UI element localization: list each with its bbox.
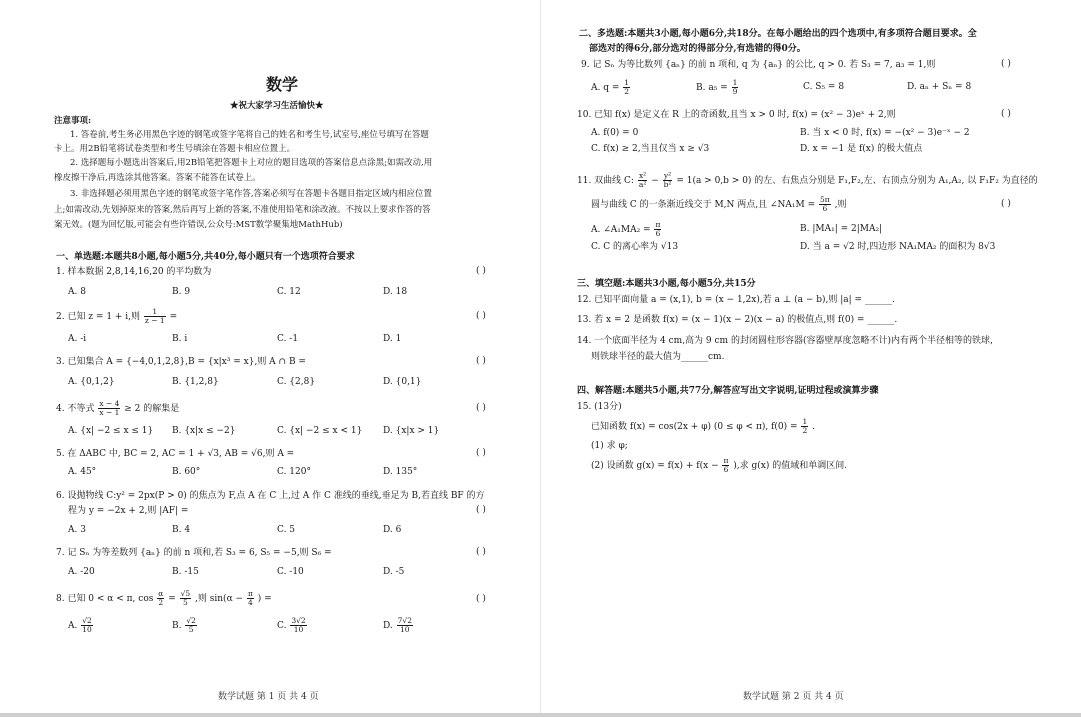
- option-c: C. -10: [277, 567, 304, 577]
- option-a: A. 3: [68, 525, 86, 535]
- question-2: [56, 308, 177, 325]
- numerator: π: [247, 589, 253, 598]
- denominator: 9: [732, 87, 738, 96]
- numerator: 1: [144, 308, 166, 317]
- option-text: B. a₅ =: [696, 83, 728, 93]
- option-d: D. 18: [383, 287, 408, 297]
- numerator: √5: [180, 589, 191, 598]
- numerator: x²: [638, 171, 647, 180]
- option-b: B. 当 x < 0 时, f(x) = −(x² − 3)e⁻ˣ − 2: [800, 128, 970, 138]
- fraction: [157, 590, 164, 607]
- question-text: .: [812, 422, 815, 432]
- option-b: B. 4: [172, 525, 191, 535]
- question-text: 已知函数 f(x) = cos(2x + φ) (0 ≤ φ < π), f(0) =: [591, 422, 798, 432]
- numerator: √2: [82, 616, 92, 625]
- fraction: [185, 617, 197, 634]
- answer-paren: ( ): [476, 403, 486, 413]
- option-label: C.: [277, 621, 287, 631]
- question-14: 14. 一个底面半径为 4 cm,高为 9 cm 的封闭圆柱形容器(容器壁厚度忽略不计)内有两个半径相等的铁球,: [577, 336, 993, 346]
- fraction: [290, 617, 306, 634]
- option-b: B. -15: [172, 567, 199, 577]
- numerator: y²: [663, 171, 672, 180]
- question-text: 2. 已知 z = 1 + i,则: [56, 312, 141, 322]
- option-a: [591, 79, 631, 96]
- numerator: π: [723, 456, 729, 465]
- numerator: 1: [624, 78, 630, 87]
- page-title: 数学: [266, 75, 299, 94]
- question-4: [56, 400, 179, 417]
- option-c: [277, 617, 308, 634]
- section-heading: 一、单选题:本题共8小题,每小题5分,共40分,每小题只有一个选项符合要求: [56, 252, 355, 262]
- question-1: 1. 样本数据 2,8,14,16,20 的平均数为: [56, 267, 212, 277]
- fraction: [663, 172, 673, 189]
- denominator: 6: [822, 204, 828, 213]
- option-a: A. f(0) = 0: [591, 128, 639, 138]
- answer-paren: ( ): [1001, 199, 1011, 209]
- fraction: [801, 418, 808, 435]
- denominator: 10: [82, 625, 92, 634]
- option-a: A. -i: [68, 334, 87, 344]
- option-label: B.: [172, 621, 182, 631]
- question-text: =: [169, 312, 178, 322]
- question-9: 9. 记 Sₙ 为等比数列 {aₙ} 的前 n 项和, q 为 {aₙ} 的公比, q > 0. 若 S₃ = 7, a₃ = 1,则: [581, 60, 936, 70]
- denominator: x − 1: [99, 408, 120, 417]
- option-a: A. {0,1,2}: [68, 377, 115, 387]
- option-a: A. 45°: [68, 467, 97, 477]
- fraction: [144, 308, 166, 325]
- denominator: 5: [183, 598, 188, 607]
- question-14-cont: 则铁球半径的最大值为______cm.: [591, 352, 725, 362]
- question-text: 8. 已知 0 < α < π, cos: [56, 594, 154, 604]
- denominator: b²: [663, 180, 672, 189]
- denominator: 2: [802, 426, 808, 435]
- option-a: A. 8: [68, 287, 86, 297]
- option-a: [591, 221, 662, 238]
- left-page: [0, 0, 540, 717]
- denominator: 10: [400, 625, 410, 634]
- denominator: a²: [638, 180, 647, 189]
- fraction: [98, 400, 120, 417]
- question-11: [577, 172, 1038, 189]
- option-b: B. |MA₁| = 2|MA₂|: [800, 224, 883, 234]
- denominator: 4: [248, 598, 253, 607]
- option-d: D. aₙ + Sₙ = 8: [907, 82, 972, 92]
- option-label: D.: [383, 621, 393, 631]
- option-d: [383, 617, 414, 634]
- option-d: D. {0,1}: [383, 377, 422, 387]
- option-c: C. C 的离心率为 √13: [591, 242, 679, 252]
- section-heading: 三、填空题:本题共3小题,每小题5分,共15分: [577, 279, 756, 289]
- option-b: B. {1,2,8}: [172, 377, 219, 387]
- option-d: D. -5: [383, 567, 405, 577]
- numerator: 3√2: [291, 616, 306, 625]
- question-12: 12. 已知平面向量 a = (x,1), b = (x − 1,2x),若 a ⊥ (a − b),则 |a| = ______.: [577, 295, 895, 305]
- option-b: [696, 79, 739, 96]
- answer-paren: ( ): [476, 505, 486, 515]
- minus-sign: −: [651, 176, 659, 186]
- numerator: √2: [186, 616, 196, 625]
- section-heading: 四、解答题:本题共5小题,共77分,解答应写出文字说明,证明过程或演算步骤: [577, 386, 879, 396]
- notice-title: 注意事项:: [54, 116, 92, 126]
- option-d: D. x = −1 是 f(x) 的极大值点: [800, 144, 923, 154]
- question-6-cont: 程为 y = −2x + 2,则 |AF| =: [68, 506, 189, 516]
- option-b: B. 9: [172, 287, 191, 297]
- fraction: [732, 79, 739, 96]
- question-text: =: [168, 594, 176, 604]
- question-3: 3. 已知集合 A = {−4,0,1,2,8},B = {x|x³ = x},则 A ∩ B =: [56, 357, 306, 367]
- denominator: 6: [655, 229, 661, 238]
- numerator: x − 4: [99, 399, 120, 408]
- page-footer: 数学试题 第 1 页 共 4 页: [218, 692, 319, 702]
- option-a: A. -20: [68, 567, 95, 577]
- notice-line: 2. 选择题每小题选出答案后,用2B铅笔把答题卡上对应的题目选项的答案信息点涂黑;如需改动,用: [70, 158, 433, 168]
- option-text: A. q =: [591, 83, 620, 93]
- numerator: 1: [732, 78, 738, 87]
- numerator: 1: [802, 417, 808, 426]
- question-15-part1: (1) 求 φ;: [591, 441, 628, 451]
- scroll-edge: [0, 713, 1081, 717]
- option-d: D. 6: [383, 525, 402, 535]
- option-c: C. f(x) ≥ 2,当且仅当 x ≥ √3: [591, 144, 710, 154]
- fraction: [247, 590, 254, 607]
- answer-paren: ( ): [476, 266, 486, 276]
- notice-line: 上;如需改动,先划掉原来的答案,然后再写上新的答案,不准使用铅笔和涂改液。不按以上要求作答的答: [54, 205, 431, 215]
- question-text: 圆与曲线 C 的一条渐近线交于 M,N 两点,且 ∠NA₁M =: [591, 200, 816, 210]
- fraction: [623, 79, 630, 96]
- question-text: ≥ 2 的解集是: [124, 404, 180, 414]
- question-10: 10. 已知 f(x) 是定义在 R 上的奇函数,且当 x > 0 时, f(x) = (x² − 3)eˣ + 2,则: [577, 110, 896, 120]
- question-text: ,则 sin(α −: [195, 594, 244, 604]
- fraction: [638, 172, 647, 189]
- question-8: [56, 590, 272, 607]
- question-6: 6. 设抛物线 C:y² = 2px(P > 0) 的焦点为 F,点 A 在 C 上,过 A 作 C 准线的垂线,垂足为 B,若直线 BF 的方: [56, 491, 485, 501]
- question-11-cont: [591, 196, 846, 213]
- answer-paren: ( ): [1001, 59, 1011, 69]
- question-13: 13. 若 x = 2 是函数 f(x) = (x − 1)(x − 2)(x − a) 的极值点,则 f(0) = ______.: [577, 315, 898, 325]
- section-heading: 二、多选题:本题共3小题,每小题6分,共18分。在每小题给出的四个选项中,有多项符合题目要求。全: [579, 29, 977, 39]
- question-5: 5. 在 ΔABC 中, BC = 2, AC = 1 + √3, AB = √6,则 A =: [56, 449, 295, 459]
- question-text: = 1(a > 0,b > 0) 的左、右焦点分别是 F₁,F₂,左、右顶点分别为 A₁,A₂, 以 F₁F₂ 为直径的: [676, 176, 1038, 186]
- question-15: 15. (13分): [577, 402, 622, 412]
- answer-paren: ( ): [476, 594, 486, 604]
- fraction: [819, 196, 831, 213]
- answer-paren: ( ): [476, 311, 486, 321]
- fraction: [81, 617, 93, 634]
- denominator: 6: [723, 465, 729, 474]
- option-c: C. {2,8}: [277, 377, 316, 387]
- notice-line: 3. 非选择题必须用黑色字迹的钢笔或签字笔作答,答案必须写在答题卡各题目指定区域内相应位置: [70, 189, 433, 199]
- option-b: B. 60°: [172, 467, 201, 477]
- fraction: [397, 617, 413, 634]
- answer-paren: ( ): [1001, 109, 1011, 119]
- fraction: [654, 221, 661, 238]
- option-d: D. {x|x > 1}: [383, 426, 440, 436]
- answer-paren: ( ): [476, 356, 486, 366]
- denominator: 2: [624, 87, 630, 96]
- option-b: B. {x|x ≤ −2}: [172, 426, 236, 436]
- option-b: B. i: [172, 334, 188, 344]
- question-15-stem: [591, 418, 815, 435]
- wish-line: ★祝大家学习生活愉快★: [230, 101, 324, 111]
- question-text: (2) 设函数 g(x) = f(x) + f(x −: [591, 461, 719, 471]
- numerator: 7√2: [397, 616, 412, 625]
- answer-paren: ( ): [476, 448, 486, 458]
- option-c: C. 5: [277, 525, 296, 535]
- section-heading-cont: 部选对的得6分,部分选对的得部分分,有选错的得0分。: [589, 44, 806, 54]
- question-text: ),求 g(x) 的值域和单调区间.: [733, 461, 848, 471]
- option-b: [172, 617, 198, 634]
- answer-paren: ( ): [476, 547, 486, 557]
- notice-line: 橡皮擦干净后,再选涂其他答案。答案不能答在试卷上。: [54, 173, 261, 183]
- numerator: 5π: [820, 195, 830, 204]
- page-footer: 数学试题 第 2 页 共 4 页: [743, 692, 844, 702]
- right-page: [541, 0, 1081, 717]
- numerator: π: [655, 220, 661, 229]
- denominator: 2: [158, 598, 164, 607]
- option-c: C. 120°: [277, 467, 311, 477]
- question-text: 4. 不等式: [56, 404, 95, 414]
- option-c: C. 12: [277, 287, 301, 297]
- option-c: C. -1: [277, 334, 299, 344]
- option-label: A.: [68, 621, 78, 631]
- option-d: D. 1: [383, 334, 402, 344]
- notice-line: 卡上。用2B铅笔将试卷类型和考生号填涂在答题卡相应位置上。: [54, 144, 296, 154]
- question-15-part2: [591, 457, 847, 474]
- option-c: C. S₅ = 8: [803, 82, 845, 92]
- notice-line: 1. 答卷前,考生务必用黑色字迹的钢笔或签字笔将自己的姓名和考生号,试室号,座位号填写在答题: [70, 130, 429, 140]
- fraction: [722, 457, 729, 474]
- option-a: A. {x| −2 ≤ x ≤ 1}: [68, 426, 154, 436]
- notice-line: 案无效。(题为回忆版,可能会有些许错误,公众号:MST数学聚集地MathHub): [54, 220, 343, 230]
- question-7: 7. 记 Sₙ 为等差数列 {aₙ} 的前 n 项和,若 S₃ = 6, S₅ = −5,则 S₆ =: [56, 548, 332, 558]
- denominator: 10: [293, 625, 304, 634]
- question-text: 11. 双曲线 C:: [577, 176, 634, 186]
- question-text: ) =: [257, 594, 272, 604]
- fraction: [180, 590, 192, 607]
- option-c: C. {x| −2 ≤ x < 1}: [277, 426, 363, 436]
- option-a: [68, 617, 94, 634]
- denominator: 5: [188, 625, 194, 634]
- option-d: D. 135°: [383, 467, 418, 477]
- question-text: ,则: [834, 200, 847, 210]
- numerator: α: [158, 589, 164, 598]
- denominator: z − 1: [144, 316, 165, 325]
- option-text: A. ∠A₁MA₂ =: [591, 225, 651, 235]
- option-d: D. 当 a = √2 时,四边形 NA₁MA₂ 的面积为 8√3: [800, 242, 996, 252]
